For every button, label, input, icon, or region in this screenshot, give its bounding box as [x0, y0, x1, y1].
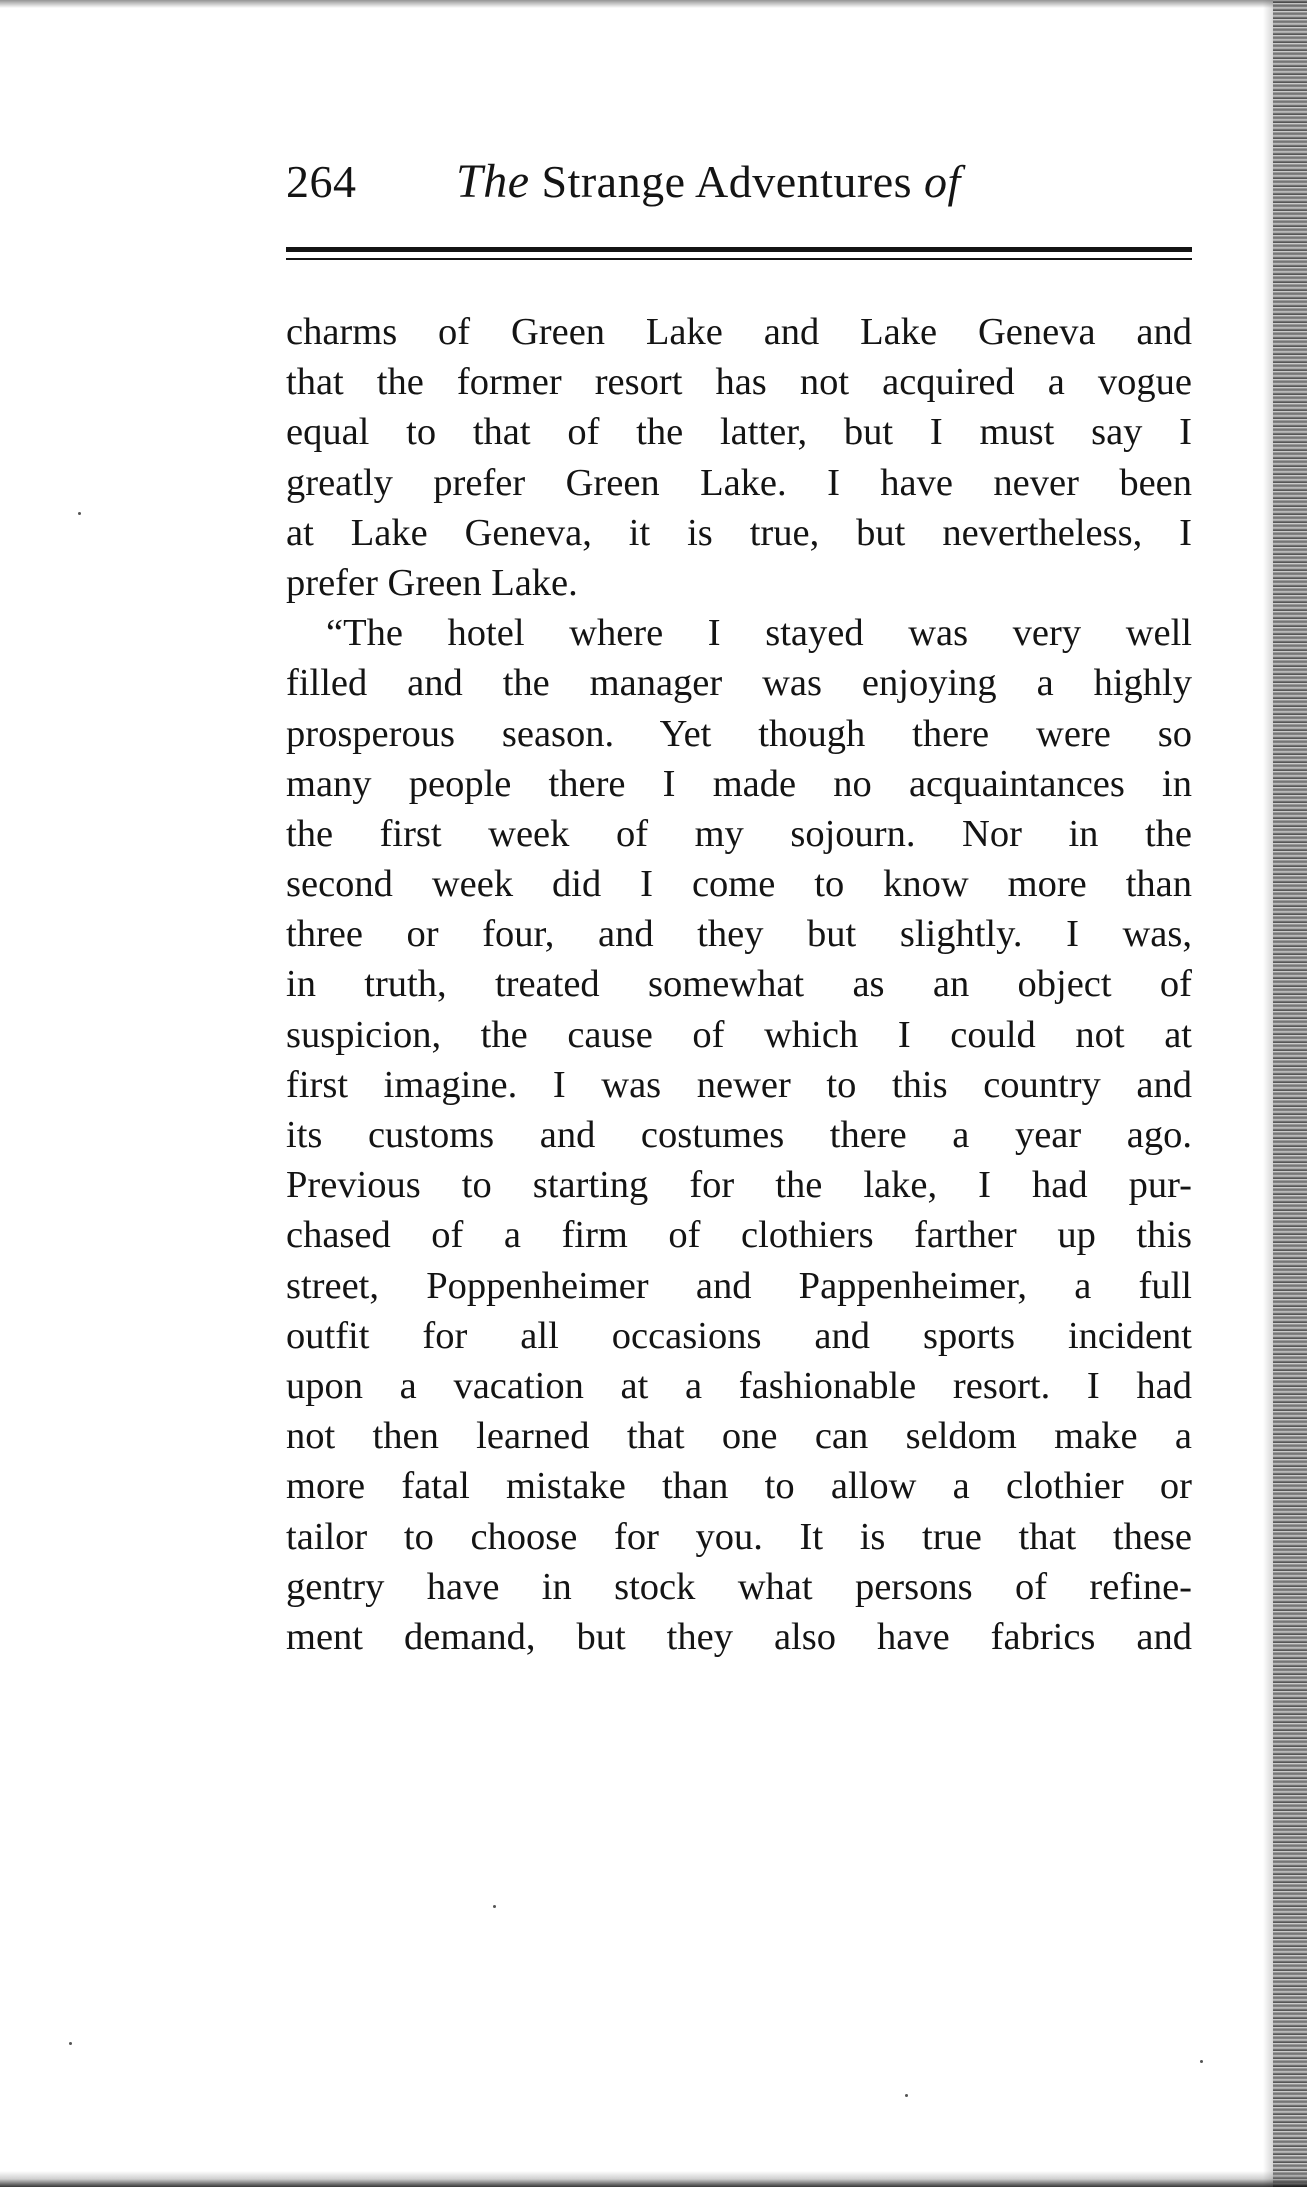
text-line: street, Poppenheimer and Pappenheimer, a full — [286, 1264, 1192, 1307]
text-line: filled and the manager was enjoying a highly — [286, 662, 1192, 705]
text-line: more fatal mistake than to allow a clothier or — [286, 1465, 1192, 1508]
scan-speck — [78, 512, 81, 515]
running-title-main: Strange Adventures — [541, 156, 913, 207]
scan-edge-right — [1273, 0, 1307, 2187]
text-line: first imagine. I was newer to this country and — [286, 1063, 1192, 1106]
running-title — [456, 152, 961, 212]
text-line: in truth, treated somewhat as an object of — [286, 963, 1192, 1006]
text-line: not then learned that one can seldom make a — [286, 1415, 1192, 1458]
text-line: greatly prefer Green Lake. I have never been — [286, 461, 1192, 504]
text-line: the first week of my sojourn. Nor in the — [286, 812, 1192, 855]
running-head — [286, 152, 1192, 212]
text-line: chased of a firm of clothiers farther up this — [286, 1214, 1192, 1257]
scan-speck — [1200, 2060, 1203, 2063]
text-line: equal to that of the latter, but I must say I — [286, 411, 1192, 454]
text-line: its customs and costumes there a year ago. — [286, 1114, 1192, 1156]
text-line: gentry have in stock what persons of refine- — [286, 1565, 1192, 1608]
running-title-the: The — [456, 155, 530, 208]
text-line: prefer Green Lake. — [286, 561, 578, 604]
text-line: three or four, and they but slightly. I was, — [286, 913, 1192, 956]
text-line: prosperous season. Yet though there were so — [286, 712, 1192, 755]
text-line: tailor to choose for you. It is true that these — [286, 1515, 1192, 1558]
text-line: Previous to starting for the lake, I had pur- — [286, 1164, 1192, 1207]
text-line: upon a vacation at a fashionable resort. I had — [286, 1364, 1192, 1407]
text-line: “The hotel where I stayed was very well — [326, 612, 1192, 655]
header-rule-thin — [286, 258, 1192, 260]
scan-edge-bottom — [0, 2171, 1307, 2187]
scan-speck — [905, 2094, 908, 2097]
text-line: ment demand, but they also have fabrics and — [286, 1615, 1192, 1658]
text-line: at Lake Geneva, it is true, but nevertheless, I — [286, 511, 1192, 554]
text-line: suspicion, the cause of which I could not at — [286, 1013, 1192, 1056]
running-title-of: of — [924, 156, 961, 207]
text-line: many people there I made no acquaintances in — [286, 762, 1192, 805]
page-number: 264 — [286, 156, 357, 207]
scan-speck — [69, 2042, 72, 2045]
scan-speck — [493, 1905, 496, 1908]
text-line: outfit for all occasions and sports incident — [286, 1314, 1192, 1357]
text-line: second week did I come to know more than — [286, 863, 1192, 906]
text-line: charms of Green Lake and Lake Geneva and — [286, 311, 1192, 353]
text-line: that the former resort has not acquired a vogue — [286, 361, 1192, 404]
body-text — [286, 307, 1192, 1662]
scan-edge-top — [0, 0, 1307, 8]
header-rule-thick — [286, 247, 1192, 252]
